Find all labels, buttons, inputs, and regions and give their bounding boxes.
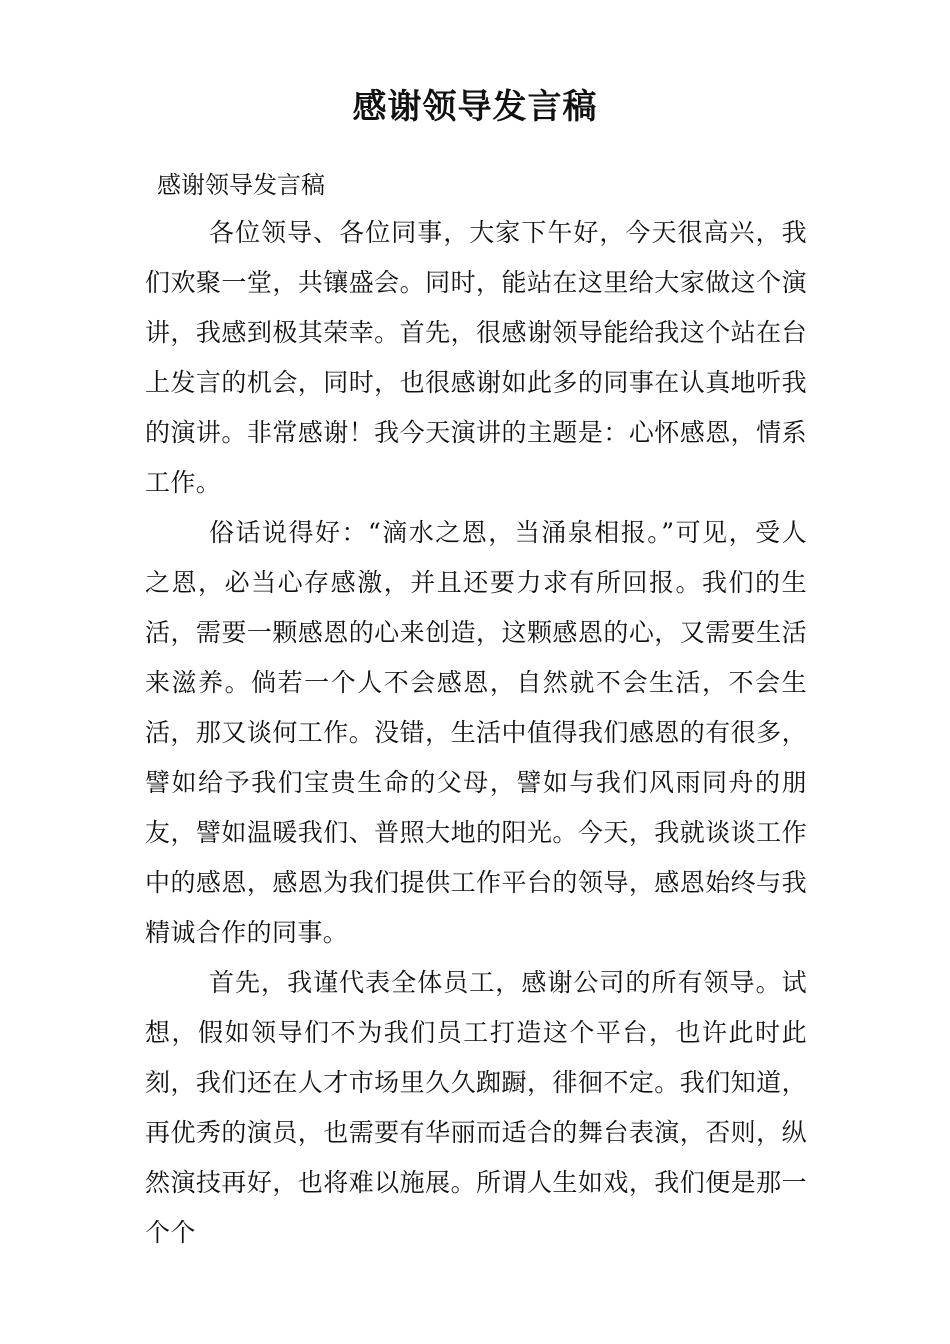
document-body — [145, 162, 807, 1258]
document-title: 感谢领导发言稿 — [352, 87, 598, 127]
document-subtitle: 感谢领导发言稿 — [157, 171, 325, 199]
paragraph-3: 首先，我谨代表全体员工，感谢公司的所有领导。试想，假如领导们不为我们员工打造这个平台，也许此时此刻，我们还在人才市场里久久踟蹰，徘徊不定。我们知道，再优秀的演员，也需要有华丽而适合的舞台表演，否则，纵然演技再好，也将难以施展。所谓人生如戏，我们便是那一个个 — [145, 968, 807, 1247]
paragraph-1: 各位领导、各位同事，大家下午好，今天很高兴，我们欢聚一堂，共镶盛会。同时，能站在这里给大家做这个演讲，我感到极其荣幸。首先，很感谢领导能给我这个站在台上发言的机会，同时，也很感谢如此多的同事在认真地听我的演讲。非常感谢！我今天演讲的主题是：心怀感恩，情系工作。 — [145, 218, 807, 497]
paragraph-2: 俗话说得好：“滴水之恩，当涌泉相报。”可见，受人之恩，必当心存感激，并且还要力求有所回报。我们的生活，需要一颗感恩的心来创造，这颗感恩的心，又需要生活来滋养。倘若一个人不会感恩，自然就不会生活，不会生活，那又谈何工作。没错，生活中值得我们感恩的有很多，譬如给予我们宝贵生命的父母，譬如与我们风雨同舟的朋友，譬如温暖我们、普照大地的阳光。今天，我就谈谈工作中的感恩，感恩为我们提供工作平台的领导，感恩始终与我精诚合作的同事。 — [145, 518, 807, 947]
